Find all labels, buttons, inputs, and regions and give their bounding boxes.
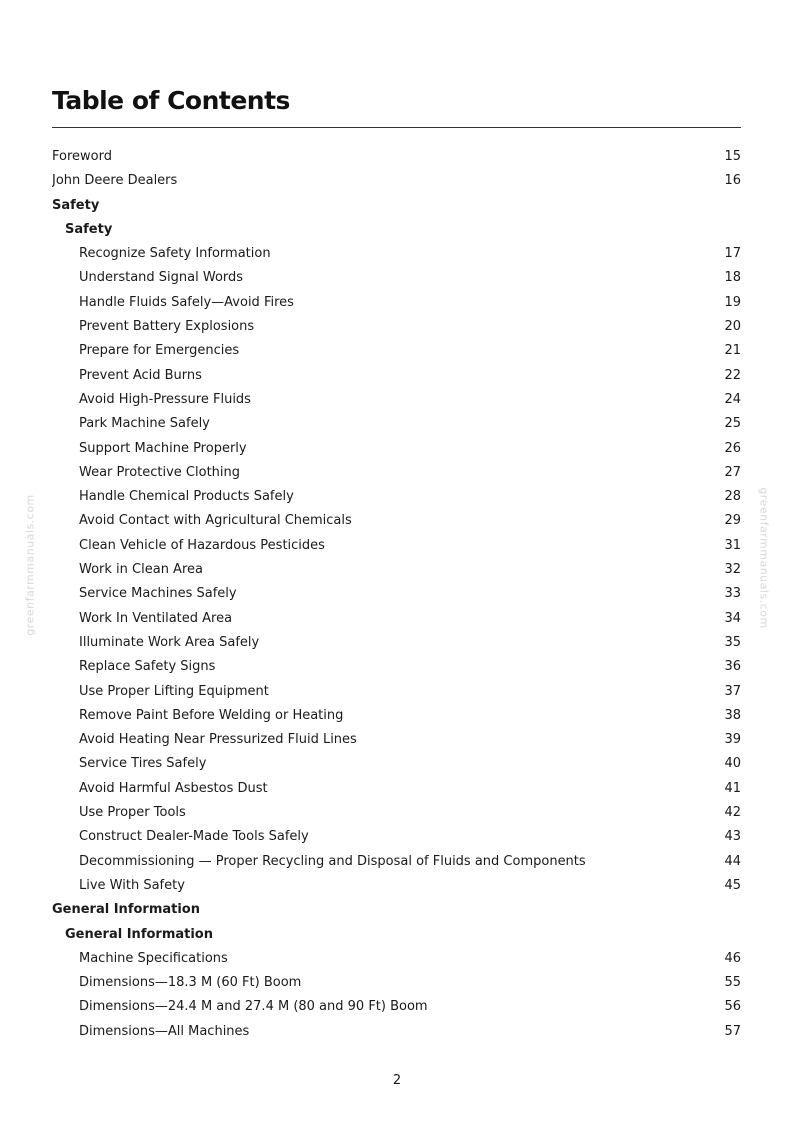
toc-entry[interactable]	[52, 728, 741, 752]
toc-section-heading	[52, 923, 741, 947]
toc-entry-page-number: 44	[724, 853, 741, 869]
toc-entry-title: Support Machine Properly	[79, 440, 247, 456]
toc-entry-page-number: 46	[724, 950, 741, 966]
toc-entry[interactable]	[52, 680, 741, 704]
toc-entry-page-number: 57	[724, 1023, 741, 1039]
toc-entry-title: General Information	[65, 926, 213, 942]
toc-entry-page-number: 19	[724, 294, 741, 310]
toc-entry-title: Construct Dealer-Made Tools Safely	[79, 829, 309, 845]
toc-entry-page-number: 40	[724, 756, 741, 772]
toc-entry-page-number: 42	[724, 805, 741, 821]
toc-entry-title: Live With Safety	[79, 877, 185, 893]
toc-entry[interactable]	[52, 339, 741, 363]
toc-entry-title: Service Tires Safely	[79, 756, 207, 772]
toc-entry-title: Machine Specifications	[79, 950, 228, 966]
toc-entry[interactable]	[52, 461, 741, 485]
toc-entry-page-number: 21	[724, 343, 741, 359]
toc-entry-title: Avoid High-Pressure Fluids	[79, 391, 251, 407]
toc-entry-page-number: 34	[724, 610, 741, 626]
toc-entry[interactable]	[52, 801, 741, 825]
toc-entry-page-number: 55	[724, 975, 741, 991]
watermark-right: greenfarmmanuals.com	[757, 487, 771, 629]
toc-entry-page-number: 43	[724, 829, 741, 845]
toc-entry-page-number: 22	[724, 367, 741, 383]
toc-entry[interactable]	[52, 364, 741, 388]
toc-entry-title: John Deere Dealers	[52, 173, 178, 189]
toc-entry[interactable]	[52, 777, 741, 801]
toc-entry[interactable]	[52, 631, 741, 655]
toc-entry-page-number: 37	[724, 683, 741, 699]
toc-section-heading	[52, 218, 741, 242]
toc-entry[interactable]	[52, 291, 741, 315]
toc-entry[interactable]	[52, 825, 741, 849]
toc-entry[interactable]	[52, 558, 741, 582]
toc-entry-title: Wear Protective Clothing	[79, 464, 241, 480]
toc-entry-page-number: 38	[724, 707, 741, 723]
toc-entry-page-number: 26	[724, 440, 741, 456]
toc-entry-title: Recognize Safety Information	[79, 246, 271, 262]
watermark-left: greenfarmmanuals.com	[23, 494, 37, 636]
toc-entry-title: Safety	[52, 197, 100, 213]
toc-entry-page-number: 17	[724, 246, 741, 262]
title-divider	[52, 127, 741, 128]
toc-entry-page-number: 39	[724, 732, 741, 748]
toc-entry-page-number: 45	[724, 877, 741, 893]
toc-entry-title: Decommissioning — Proper Recycling and Disposal of Fluids and Components	[79, 853, 586, 869]
toc-entry-page-number: 15	[724, 149, 741, 164]
toc-entry-title: Illuminate Work Area Safely	[79, 634, 260, 650]
toc-entry-title: Dimensions—18.3 M (60 Ft) Boom	[79, 975, 302, 991]
toc-entry[interactable]	[52, 388, 741, 412]
toc-entry[interactable]	[52, 607, 741, 631]
toc-entry[interactable]	[52, 485, 741, 509]
toc-entry-page-number: 24	[724, 391, 741, 407]
toc-entry[interactable]	[52, 509, 741, 533]
toc-entry-title: Use Proper Lifting Equipment	[79, 683, 269, 699]
toc-entry-title: Safety	[65, 221, 113, 237]
toc-entry-title: Replace Safety Signs	[79, 659, 216, 675]
toc-entry-page-number: 25	[724, 416, 741, 432]
toc-entry[interactable]	[52, 704, 741, 728]
toc-entry-page-number: 31	[724, 537, 741, 553]
toc-entry-title: Dimensions—All Machines	[79, 1023, 250, 1039]
toc-entry-title: Work in Clean Area	[79, 562, 203, 578]
table-of-contents	[52, 145, 741, 1044]
toc-entry[interactable]	[52, 655, 741, 679]
toc-entry-title: Avoid Harmful Asbestos Dust	[79, 780, 268, 796]
toc-entry[interactable]	[52, 534, 741, 558]
toc-entry-title: Handle Fluids Safely—Avoid Fires	[79, 294, 294, 310]
toc-entry[interactable]	[52, 242, 741, 266]
toc-entry[interactable]	[52, 169, 741, 193]
toc-entry-page-number: 35	[724, 634, 741, 650]
page-title: Table of Contents	[52, 86, 290, 115]
toc-entry-title: Prevent Acid Burns	[79, 367, 202, 383]
toc-entry[interactable]	[52, 1020, 741, 1044]
page-number: 2	[392, 1073, 402, 1088]
toc-entry-page-number: 20	[724, 319, 741, 335]
toc-entry-page-number: 33	[724, 586, 741, 602]
toc-entry-page-number: 28	[724, 489, 741, 505]
toc-entry-title: Remove Paint Before Welding or Heating	[79, 707, 344, 723]
toc-entry-page-number: 32	[724, 562, 741, 578]
toc-entry[interactable]	[52, 315, 741, 339]
toc-entry-title: Clean Vehicle of Hazardous Pesticides	[79, 537, 325, 553]
toc-entry[interactable]	[52, 850, 741, 874]
toc-entry[interactable]	[52, 874, 741, 898]
toc-entry-page-number: 18	[724, 270, 741, 286]
toc-entry-title: Understand Signal Words	[79, 270, 244, 286]
toc-section-heading	[52, 194, 741, 218]
toc-entry-page-number: 29	[724, 513, 741, 529]
toc-entry[interactable]	[52, 995, 741, 1019]
toc-entry-title: Prepare for Emergencies	[79, 343, 240, 359]
toc-entry-title: Work In Ventilated Area	[79, 610, 233, 626]
toc-entry[interactable]	[52, 947, 741, 971]
toc-entry[interactable]	[52, 752, 741, 776]
toc-entry-title: Use Proper Tools	[79, 805, 186, 821]
toc-entry-title: Avoid Heating Near Pressurized Fluid Lines	[79, 732, 357, 748]
toc-entry-page-number: 56	[724, 999, 741, 1015]
toc-section-heading	[52, 898, 741, 922]
toc-entry[interactable]	[52, 266, 741, 290]
toc-entry-title: Park Machine Safely	[79, 416, 210, 432]
toc-entry-title: Handle Chemical Products Safely	[79, 489, 294, 505]
toc-entry-title: Prevent Battery Explosions	[79, 319, 255, 335]
toc-entry-title: Dimensions—24.4 M and 27.4 M (80 and 90 Ft) Boom	[79, 999, 428, 1015]
toc-entry[interactable]	[52, 145, 741, 169]
toc-entry[interactable]	[52, 582, 741, 606]
toc-entry[interactable]	[52, 412, 741, 436]
toc-entry-title: General Information	[52, 902, 200, 918]
toc-entry-page-number: 41	[724, 780, 741, 796]
toc-entry-title: Avoid Contact with Agricultural Chemicals	[79, 513, 352, 529]
toc-entry[interactable]	[52, 971, 741, 995]
toc-entry[interactable]	[52, 437, 741, 461]
toc-entry-page-number: 36	[724, 659, 741, 675]
toc-entry-title: Service Machines Safely	[79, 586, 237, 602]
toc-entry-title: Foreword	[52, 149, 112, 164]
toc-entry-page-number: 16	[724, 173, 741, 189]
toc-entry-page-number: 27	[724, 464, 741, 480]
